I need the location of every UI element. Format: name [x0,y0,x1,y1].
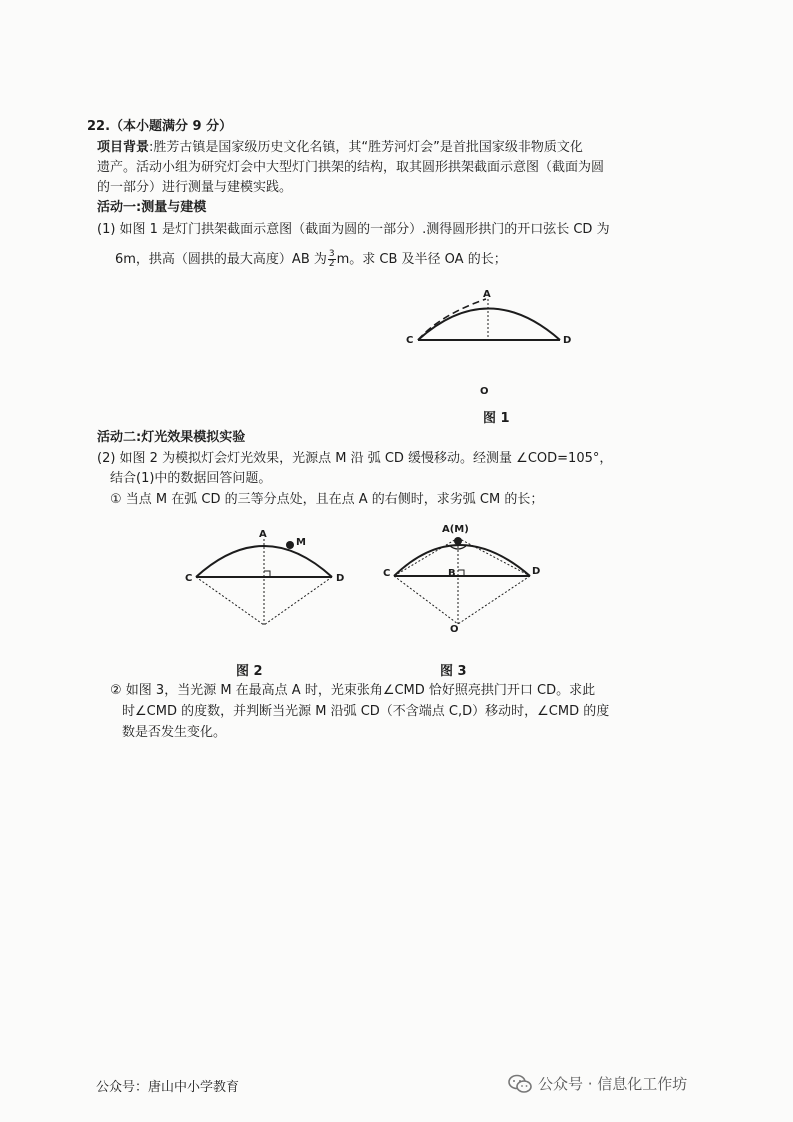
background-label: 项目背景 [97,140,150,155]
fig3-label-d: D [532,566,541,577]
q1-line-2-a: 6m，拱高（圆拱的最大高度）AB 为 [115,252,327,267]
fig1-arc [418,309,560,341]
background-line-3: 的一部分）进行测量与建模实践。 [97,180,293,195]
fig1-label-a: A [483,289,491,300]
fig1-label-d: D [563,335,572,346]
fraction-three-halves [328,250,336,269]
fig2-radius-oc [196,577,264,625]
fig1-label-c: C [406,335,414,346]
figure-2-caption: 图 2 [236,664,263,679]
q1-line-2 [115,250,507,269]
fig2-label-d: D [336,573,345,584]
fig2-radius-od [264,577,332,625]
background-line-2: 遗产。活动小组为研究灯会中大型灯门拱架的结构，取其圆形拱架截面示意图（截面为圆 [97,160,605,175]
q2-sub-question-2-line-2: 时∠CMD 的度数，并判断当光源 M 沿弧 CD（不含端点 C,D）移动时，∠CMD 的度 [122,704,610,719]
fig2-label-c: C [185,573,193,584]
footer-watermark-text: 公众号 · 信息化工作坊 [538,1075,688,1093]
fig3-label-b: B [448,568,456,579]
activity-1-title: 活动一:测量与建模 [97,200,207,215]
figure-3-diagram [380,520,560,640]
fig3-label-am: A(M) [442,524,469,535]
q2-sub-question-2-line-3: 数是否发生变化。 [122,725,227,740]
fig3-label-c: C [383,568,391,579]
activity-2-title: 活动二:灯光效果模拟实验 [97,430,246,445]
footer-account-label: 公众号：唐山中小学教育 [96,1080,240,1095]
q2-sub-question-2-line-1: ② 如图 3，当光源 M 在最高点 A 时，光束张角∠CMD 恰好照亮拱门开口 CD。求此 [110,683,596,698]
background-text-1: :胜芳古镇是国家级历史文化名镇，其“胜芳河灯会”是首批国家级非物质文化 [149,140,583,155]
fig3-radius-od [458,576,530,624]
fig2-label-m: M [296,537,306,548]
fig3-radius-oc [394,576,458,624]
fig3-arc [394,545,530,576]
fraction-numerator: 3 [328,249,335,259]
figure-1-caption: 图 1 [483,411,510,426]
q2-sub-question-1: ① 当点 M 在弧 CD 的三等分点处，且在点 A 的右侧时，求劣弧 CM 的长； [110,492,544,507]
figure-3-caption: 图 3 [440,664,467,679]
question-number: 22.（本小题满分 9 分） [87,119,233,134]
background-line-1 [97,139,583,157]
fig1-dashed-chord-ca [418,299,486,340]
q1-line-2-b: m。求 CB 及半径 OA 的长； [336,252,507,267]
footer-watermark [508,1073,687,1094]
fig3-point-m [454,537,462,545]
q2-line-2: 结合(1)中的数据回答问题。 [110,471,272,486]
fraction-denominator: 2 [328,259,335,269]
fig3-label-o: O [450,624,459,635]
fig1-label-o: O [480,386,489,397]
q2-line-1: (2) 如图 2 为模拟灯会灯光效果，光源点 M 沿 弧 CD 缓慢移动。经测量 ∠COD=105°， [97,451,613,466]
fig2-label-a: A [259,529,267,540]
fig3-beam-md [458,538,530,576]
figure-2-diagram [180,525,360,630]
fig2-point-m [286,541,294,549]
figure-1-diagram [400,285,590,405]
q1-line-1: (1) 如图 1 是灯门拱架截面示意图（截面为圆的一部分）.测得圆形拱门的开口弦长 CD 为 [97,222,610,237]
wechat-icon [508,1074,532,1094]
